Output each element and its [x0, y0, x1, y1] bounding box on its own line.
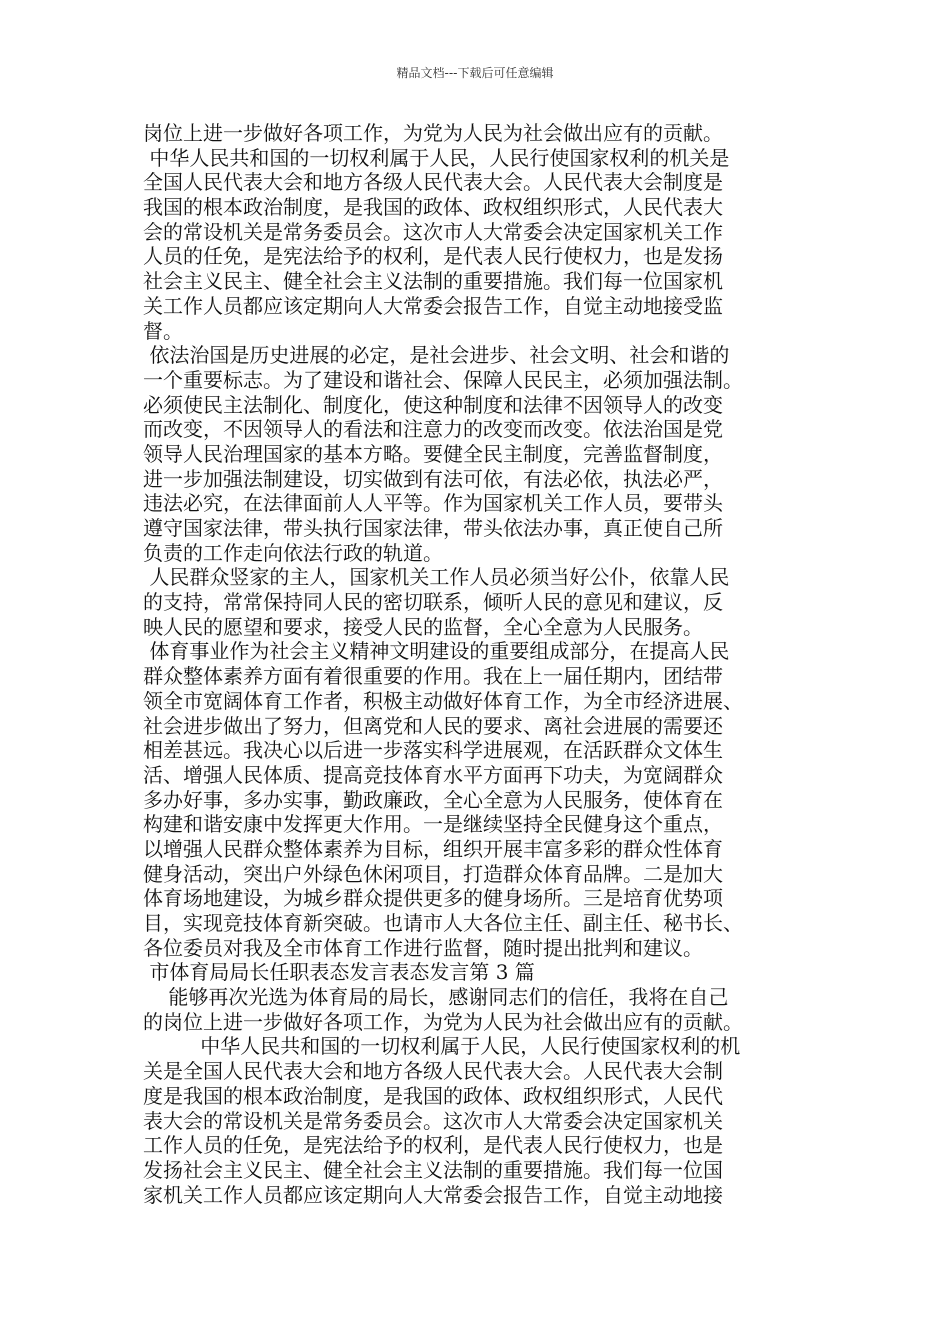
text-line: 家机关工作人员都应该定期向人大常委会报告工作，自觉主动地接 [143, 1182, 723, 1207]
page-header: 精品文档---下载后可任意编辑 [396, 66, 554, 80]
text-line: 相差甚远。我决心以后进一步落实科学进展观，在活跃群众文体生 [143, 738, 723, 763]
text-line: 的岗位上进一步做好各项工作，为党为人民为社会做出应有的贡献。 [143, 1009, 743, 1034]
text-line: 映人民的愿望和要求，接受人民的监督，全心全意为人民服务。 [143, 614, 703, 639]
text-line: 关是全国人民代表大会和地方各级人民代表大会。人民代表大会制 [143, 1059, 723, 1084]
text-line: 体育事业作为社会主义精神文明建设的重要组成部分，在提高人民 [143, 639, 730, 664]
text-line: 活、增强人民体质、提高竞技体育水平方面再下功夫，为宽阔群众 [143, 762, 723, 787]
text-line: 中华人民共和国的一切权利属于人民，人民行使国家权利的机 [143, 1034, 741, 1059]
text-line: 社会主义民主、健全社会主义法制的重要措施。我们每一位国家机 [143, 269, 723, 294]
text-line: 人员的任免，是宪法给予的权利，是代表人民行使权力，也是发扬 [143, 244, 723, 269]
text-line: 构建和谐安康中发挥更大作用。一是继续坚持全民健身这个重点， [143, 812, 723, 837]
text-line: 发扬社会主义民主、健全社会主义法制的重要措施。我们每一位国 [143, 1157, 723, 1182]
text-line: 健身活动，突出户外绿色休闲项目，打造群众体育品牌。二是加大 [143, 861, 723, 886]
text-line: 岗位上进一步做好各项工作，为党为人民为社会做出应有的贡献。 [143, 121, 723, 145]
text-line: 能够再次光选为体育局的局长，感谢同志们的信任，我将在自己 [143, 985, 729, 1010]
section-heading: 市体育局局长任职表态发言表态发言第 3 篇 [143, 960, 535, 985]
text-line: 关工作人员都应该定期向人大常委会报告工作，自觉主动地接受监 [143, 293, 723, 318]
text-line: 人民群众竖家的主人，国家机关工作人员必须当好公仆，依靠人民 [143, 565, 730, 590]
text-line: 以增强人民群众整体素养为目标，组织开展丰富多彩的群众性体育 [143, 836, 723, 861]
text-line: 督。 [143, 318, 183, 343]
text-line: 表大会的常设机关是常务委员会。这次市人大常委会决定国家机关 [143, 1108, 723, 1133]
text-line: 各位委员对我及全市体育工作进行监督，随时提出批判和建议。 [143, 935, 703, 960]
text-line: 多办好事，多办实事，勤政廉政，全心全意为人民服务，使体育在 [143, 787, 723, 812]
text-line: 而改变，不因领导人的看法和注意力的改变而改变。依法治国是党 [143, 417, 723, 442]
text-line: 中华人民共和国的一切权利属于人民，人民行使国家权利的机关是 [143, 145, 730, 170]
text-line: 一个重要标志。为了建设和谐社会、保障人民民主，必须加强法制。 [143, 367, 743, 392]
text-line: 领导人民治理国家的基本方略。要健全民主制度，完善监督制度， [143, 441, 723, 466]
text-line: 必须使民主法制化、制度化，使这种制度和法律不因领导人的改变 [143, 392, 723, 417]
text-line: 度是我国的根本政治制度，是我国的政体、政权组织形式，人民代 [143, 1083, 723, 1108]
text-line: 依法治国是历史进展的必定，是社会进步、社会文明、社会和谐的 [143, 343, 730, 368]
text-line: 全国人民代表大会和地方各级人民代表大会。人民代表大会制度是 [143, 170, 723, 195]
text-line: 遵守国家法律，带头执行国家法律，带头依法办事，真正使自己所 [143, 516, 723, 540]
text-line: 社会进步做出了努力，但离党和人民的要求、离社会进展的需要还 [143, 713, 723, 738]
text-line: 负责的工作走向依法行政的轨道。 [143, 540, 443, 565]
text-line: 的支持，常常保持同人民的密切联系，倾听人民的意见和建议，反 [143, 590, 723, 615]
text-line: 会的常设机关是常务委员会。这次市人大常委会决定国家机关工作 [143, 219, 723, 244]
text-line: 群众整体素养方面有着很重要的作用。我在上一届任期内，团结带 [143, 664, 723, 689]
text-line: 领全市宽阔体育工作者，积极主动做好体育工作，为全市经济进展、 [143, 688, 743, 713]
text-line: 体育场地建设，为城乡群众提供更多的健身场所。三是培育优势项 [143, 886, 723, 911]
text-line: 违法必究，在法律面前人人平等。作为国家机关工作人员，要带头 [143, 491, 723, 516]
text-line: 进一步加强法制建设，切实做到有法可依，有法必依，执法必严， [143, 466, 723, 491]
text-line: 工作人员的任免，是宪法给予的权利，是代表人民行使权力，也是 [143, 1133, 723, 1158]
text-line: 目，实现竞技体育新突破。也请市人大各位主任、副主任、秘书长、 [143, 911, 743, 935]
text-line: 我国的根本政治制度，是我国的政体、政权组织形式，人民代表大 [143, 195, 723, 220]
document-body [143, 121, 823, 1207]
